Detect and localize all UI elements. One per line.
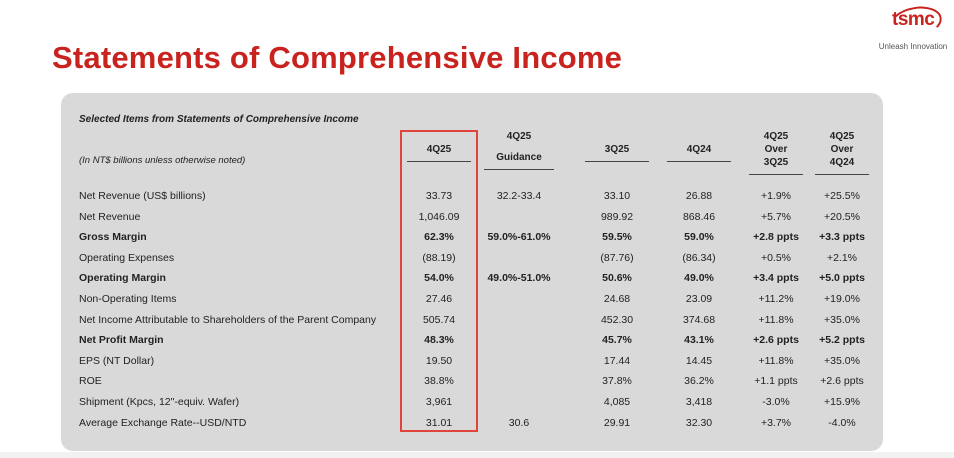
table-cell: 14.45 bbox=[685, 354, 713, 367]
table-cell: +5.2 ppts bbox=[819, 334, 865, 347]
table-cell: 36.2% bbox=[684, 375, 714, 388]
table-cell: +25.5% bbox=[824, 190, 860, 202]
row-label: Operating Expenses bbox=[79, 251, 175, 264]
table-cell: -3.0% bbox=[762, 396, 790, 408]
logo-tagline: Unleash Innovation bbox=[878, 42, 948, 51]
table-cell: 33.10 bbox=[603, 190, 631, 202]
table-cell: 54.0% bbox=[424, 272, 454, 285]
table-cell: +2.8 ppts bbox=[753, 231, 799, 244]
table-cell: 19.50 bbox=[425, 354, 453, 367]
current-quarter-highlight bbox=[400, 130, 478, 432]
table-cell: 29.91 bbox=[603, 416, 631, 429]
table-cell: 49.0%-51.0% bbox=[487, 272, 551, 285]
row-label: Net Revenue bbox=[79, 210, 141, 223]
table-cell: 868.46 bbox=[682, 210, 716, 223]
table-cell: +3.4 ppts bbox=[753, 272, 799, 285]
column-header-line: 4Q25 bbox=[829, 131, 855, 142]
tsmc-logo bbox=[874, 6, 952, 58]
row-label: Gross Margin bbox=[79, 231, 147, 244]
column-header-line: 4Q24 bbox=[829, 157, 855, 168]
row-label: ROE bbox=[79, 375, 102, 388]
logo-wordmark: tsmc bbox=[892, 9, 935, 30]
column-header-line: Guidance bbox=[496, 152, 542, 163]
table-cell: 374.68 bbox=[682, 313, 716, 326]
table-cell: (86.34) bbox=[682, 251, 716, 264]
column-header-3 bbox=[581, 143, 653, 156]
table-cell: 505.74 bbox=[422, 313, 456, 326]
table-cell: 48.3% bbox=[424, 334, 454, 347]
table-cell: +11.8% bbox=[758, 354, 794, 367]
column-header-2 bbox=[480, 130, 558, 164]
units-note: (In NT$ billions unless otherwise noted) bbox=[79, 155, 246, 166]
table-cell: 24.68 bbox=[603, 293, 631, 305]
table-cell: +2.1% bbox=[826, 251, 858, 264]
column-header-6 bbox=[811, 130, 873, 169]
column-header-underline bbox=[484, 169, 554, 170]
table-cell: +0.5% bbox=[760, 251, 792, 264]
table-cell: 37.8% bbox=[602, 375, 632, 388]
table-cell: +1.1 ppts bbox=[754, 375, 798, 388]
column-header-line: 4Q24 bbox=[686, 144, 712, 155]
table-cell: +35.0% bbox=[824, 354, 860, 367]
table-cell: 23.09 bbox=[685, 293, 713, 305]
table-cell: 59.0% bbox=[684, 231, 714, 244]
column-header-line: Over bbox=[764, 144, 788, 155]
table-cell: (88.19) bbox=[422, 251, 456, 264]
table-cell: 38.8% bbox=[424, 375, 454, 388]
bottom-strip bbox=[0, 452, 954, 458]
table-cell: 4,085 bbox=[603, 396, 631, 408]
table-cell: 452.30 bbox=[600, 313, 634, 326]
column-header-line: 4Q25 bbox=[426, 144, 452, 155]
column-header-line: 4Q25 bbox=[763, 131, 789, 142]
table-cell: +2.6 ppts bbox=[753, 334, 799, 347]
row-label: Operating Margin bbox=[79, 272, 166, 285]
table-cell: 17.44 bbox=[603, 354, 631, 367]
row-label: Shipment (Kpcs, 12"-equiv. Wafer) bbox=[79, 396, 240, 408]
table-cell: +15.9% bbox=[824, 396, 860, 408]
table-cell: +19.0% bbox=[824, 293, 860, 305]
table-cell: 26.88 bbox=[685, 190, 713, 202]
table-cell: 45.7% bbox=[602, 334, 632, 347]
table-cell: 62.3% bbox=[424, 231, 454, 244]
table-cell: 32.30 bbox=[685, 416, 713, 429]
table-cell: +1.9% bbox=[760, 190, 792, 202]
row-label: Non-Operating Items bbox=[79, 293, 177, 305]
table-heading: Selected Items from Statements of Comprehensive Income bbox=[79, 114, 359, 125]
column-header-underline bbox=[585, 161, 649, 162]
table-cell: 3,418 bbox=[685, 396, 713, 408]
table-cell: -4.0% bbox=[828, 416, 856, 429]
row-label: Net Revenue (US$ billions) bbox=[79, 190, 206, 202]
table-cell: +11.8% bbox=[758, 313, 794, 326]
column-header-line: Over bbox=[830, 144, 854, 155]
column-header-line: 3Q25 bbox=[763, 157, 789, 168]
table-cell: +2.6 ppts bbox=[820, 375, 864, 388]
table-cell: +3.3 ppts bbox=[819, 231, 865, 244]
column-header-underline bbox=[667, 161, 731, 162]
table-cell: 50.6% bbox=[602, 272, 632, 285]
table-cell: +5.7% bbox=[760, 210, 792, 223]
column-header-underline bbox=[749, 174, 803, 175]
table-cell: 31.01 bbox=[425, 416, 453, 429]
table-cell: (87.76) bbox=[600, 251, 634, 264]
column-header-line: 4Q25 bbox=[506, 131, 532, 142]
table-cell: +20.5% bbox=[824, 210, 860, 223]
column-header-5 bbox=[745, 130, 807, 169]
table-cell: 43.1% bbox=[684, 334, 714, 347]
table-cell: +35.0% bbox=[824, 313, 860, 326]
table-cell: 989.92 bbox=[600, 210, 634, 223]
row-label: EPS (NT Dollar) bbox=[79, 354, 155, 367]
column-header-4 bbox=[663, 143, 735, 156]
row-label: Net Income Attributable to Shareholders of the Parent Company bbox=[79, 313, 377, 326]
column-header-underline bbox=[815, 174, 869, 175]
row-label: Average Exchange Rate--USD/NTD bbox=[79, 416, 247, 429]
table-cell: 59.0%-61.0% bbox=[487, 231, 551, 244]
table-cell: +11.2% bbox=[758, 293, 794, 305]
table-cell: 33.73 bbox=[425, 190, 453, 202]
page-title: Statements of Comprehensive Income bbox=[52, 40, 623, 75]
table-cell: 30.6 bbox=[508, 416, 530, 429]
table-cell: 59.5% bbox=[602, 231, 632, 244]
column-header-line: 3Q25 bbox=[604, 144, 630, 155]
table-cell: 1,046.09 bbox=[418, 210, 460, 223]
row-label: Net Profit Margin bbox=[79, 334, 164, 347]
table-cell: 32.2-33.4 bbox=[496, 190, 542, 202]
table-cell: +3.7% bbox=[760, 416, 792, 429]
table-cell: 3,961 bbox=[425, 396, 453, 408]
table-cell: +5.0 ppts bbox=[819, 272, 865, 285]
table-cell: 49.0% bbox=[684, 272, 714, 285]
table-cell: 27.46 bbox=[425, 293, 453, 305]
